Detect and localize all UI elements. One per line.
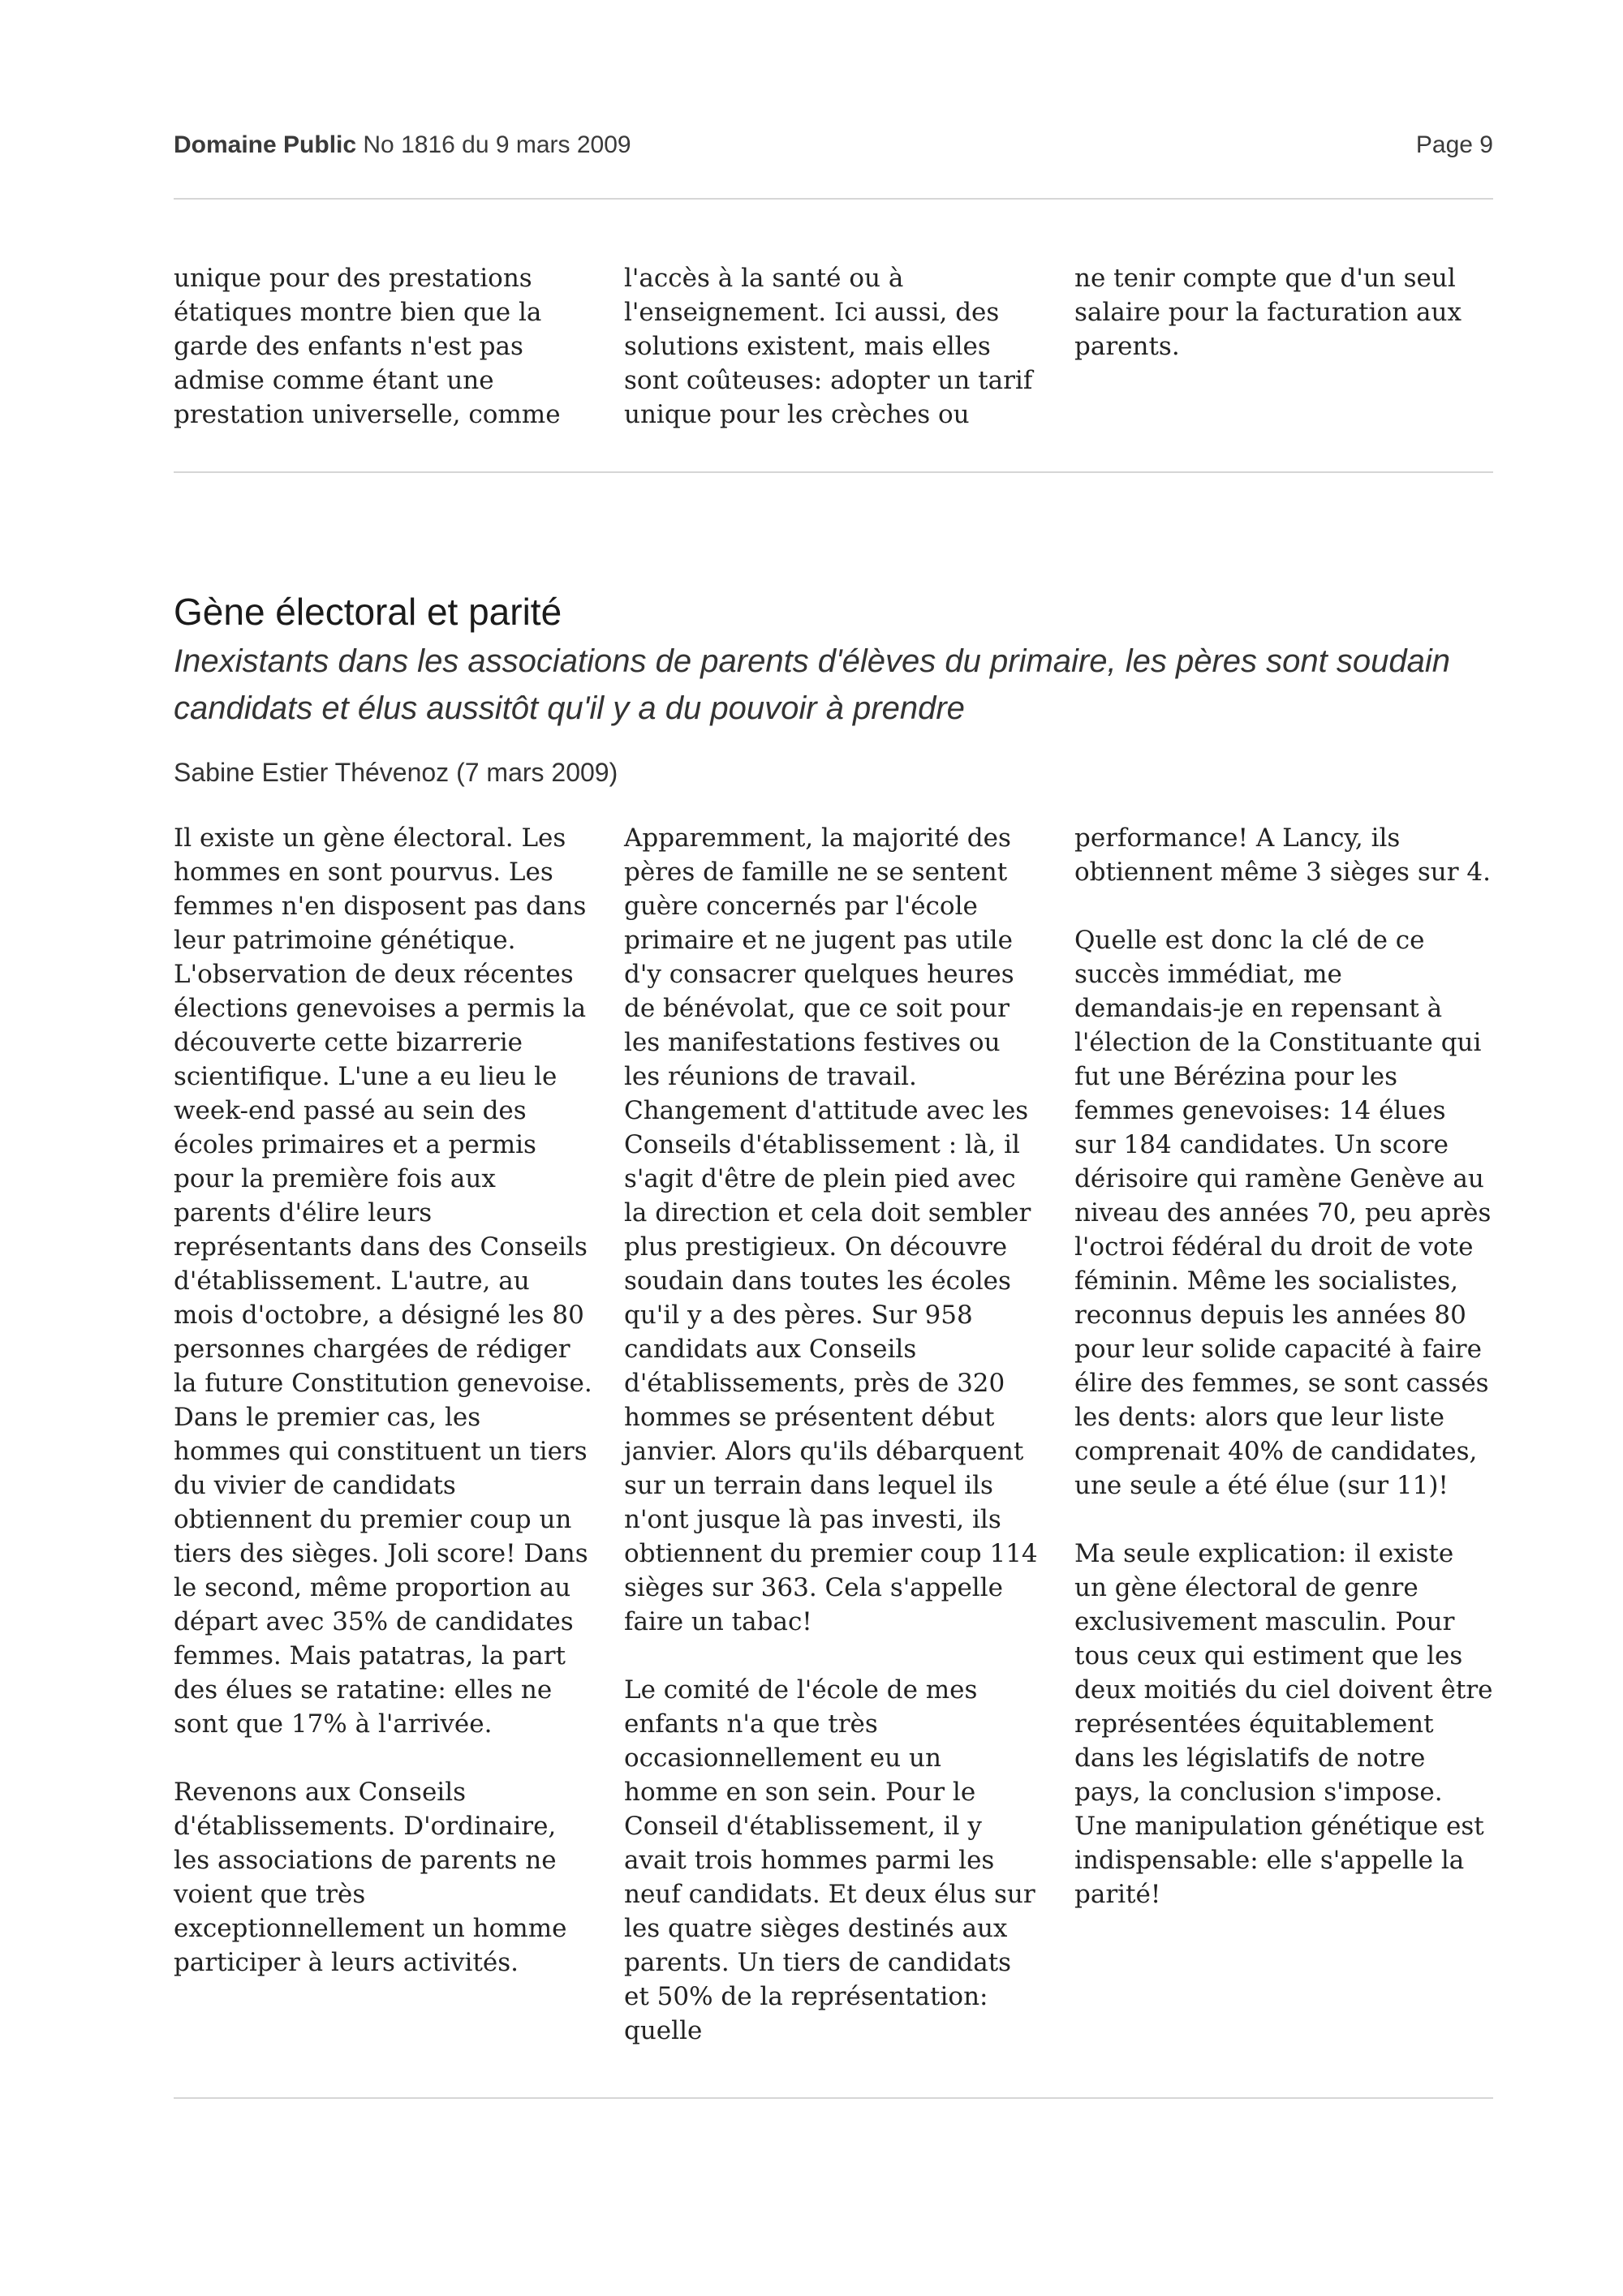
prev-column-1	[174, 261, 592, 432]
paragraph: Ma seule explication: il existe un gène électoral de genre exclusivement masculin. Pour tous ceux qui estiment que les deux moitiés du ciel doivent être représentées équitablement dans les législatifs de notre pays, la conclusion s'impose. Une manipulation génétique est indispensable: elle s'appelle la parité!	[1074, 1539, 1493, 1909]
paragraph: performance! A Lancy, ils obtiennent même 3 sièges sur 4.	[1074, 823, 1491, 887]
prev-column-3	[1074, 261, 1493, 432]
paragraph: unique pour des prestations étatiques montre bien que la garde des enfants n'est pas admise comme étant une prestation universelle, comme	[174, 264, 561, 429]
paragraph: Quelle est donc la clé de ce succès immédiat, me demandais-je en repensant à l'élection de la Constituante qui fut une Bérézina pour les femmes genevoises: 14 élues sur 184 candidates. Un score dérisoire qui ramène Genève au niveau des années 70, peu après l'octroi fédéral du droit de vote féminin. Même les socialistes, reconnus depuis les années 80 pour leur solide capacité à faire élire des femmes, se sont cassés les dents: alors que leur liste comprenait 40% de candidates, une seule a été élue (sur 11)!	[1074, 926, 1492, 1500]
article-column-3	[1074, 821, 1493, 2048]
paragraph: Le comité de l'école de mes enfants n'a que très occasionnellement eu un homme en son sein. Pour le Conseil d'établissement, il y avait trois hommes parmi les neuf candidats. Et deux élus sur les quatre sièges destinés aux parents. Un tiers de candidats et 50% de la représentation: quelle	[624, 1675, 1035, 2045]
paragraph: Revenons aux Conseils d'établissements. D'ordinaire, les associations de parents ne voient que très exceptionnellement un homme participer à leurs activités.	[174, 1778, 567, 1977]
article-title: Gène électoral et parité	[174, 591, 562, 633]
issue-info: No 1816 du 9 mars 2009	[363, 131, 631, 158]
article-column-1	[174, 821, 592, 2048]
footer-divider	[174, 2097, 1493, 2099]
article-subtitle: Inexistants dans les associations de parents d'élèves du primaire, les pères sont soudain candidats et élus aussitôt qu'il y a du pouvoir à prendre	[174, 643, 1450, 726]
prev-column-2	[624, 261, 1043, 432]
paragraph: ne tenir compte que d'un seul salaire pour la facturation aux parents.	[1074, 264, 1462, 361]
paragraph: l'accès à la santé ou à l'enseignement. Ici aussi, des solutions existent, mais elles sont coûteuses: adopter un tarif unique pour les crèches ou	[624, 264, 1033, 429]
article-column-2	[624, 821, 1043, 2048]
article-body	[174, 821, 1493, 2048]
paragraph: Il existe un gène électoral. Les hommes en sont pourvus. Les femmes n'en disposent pas dans leur patrimoine génétique. L'observation de deux récentes élections genevoises a permis la découverte cette bizarrerie scientifique. L'une a eu lieu le week-end passé au sein des écoles primaires et a permis pour la première fois aux parents d'élire leurs représentants dans des Conseils d'établissement. L'autre, au mois d'octobre, a désigné les 80 personnes chargées de rédiger la future Constitution genevoise. Dans le premier cas, les hommes qui constituent un tiers du vivier de candidats obtiennent du premier coup un tiers des sièges. Joli score! Dans le second, même proportion au départ avec 35% de candidates femmes. Mais patatras, la part des élues se ratatine: elles ne sont que 17% à l'arrivée.	[174, 823, 592, 1739]
article-divider	[174, 471, 1493, 473]
paragraph: Apparemment, la majorité des pères de famille ne se sentent guère concernés par l'école primaire et ne jugent pas utile d'y consacrer quelques heures de bénévolat, que ce soit pour les manifestations festives ou les réunions de travail. Changement d'attitude avec les Conseils d'établissement : là, il s'agit d'être de plein pied avec la direction et cela doit sembler plus prestigieux. On découvre soudain dans toutes les écoles qu'il y a des pères. Sur 958 candidats aux Conseils d'établissements, près de 320 hommes se présentent début janvier. Alors qu'ils débarquent sur un terrain dans lequel ils n'ont jusque là pas investi, ils obtiennent du premier coup 114 sièges sur 363. Cela s'appelle faire un tabac!	[624, 823, 1038, 1636]
page-number: Page 9	[1415, 131, 1493, 158]
page-header	[174, 131, 1493, 167]
publication-name: Domaine Public	[174, 131, 357, 158]
header-divider	[174, 198, 1493, 200]
previous-article-continuation	[174, 261, 1493, 432]
article-byline: Sabine Estier Thévenoz (7 mars 2009)	[174, 758, 618, 787]
